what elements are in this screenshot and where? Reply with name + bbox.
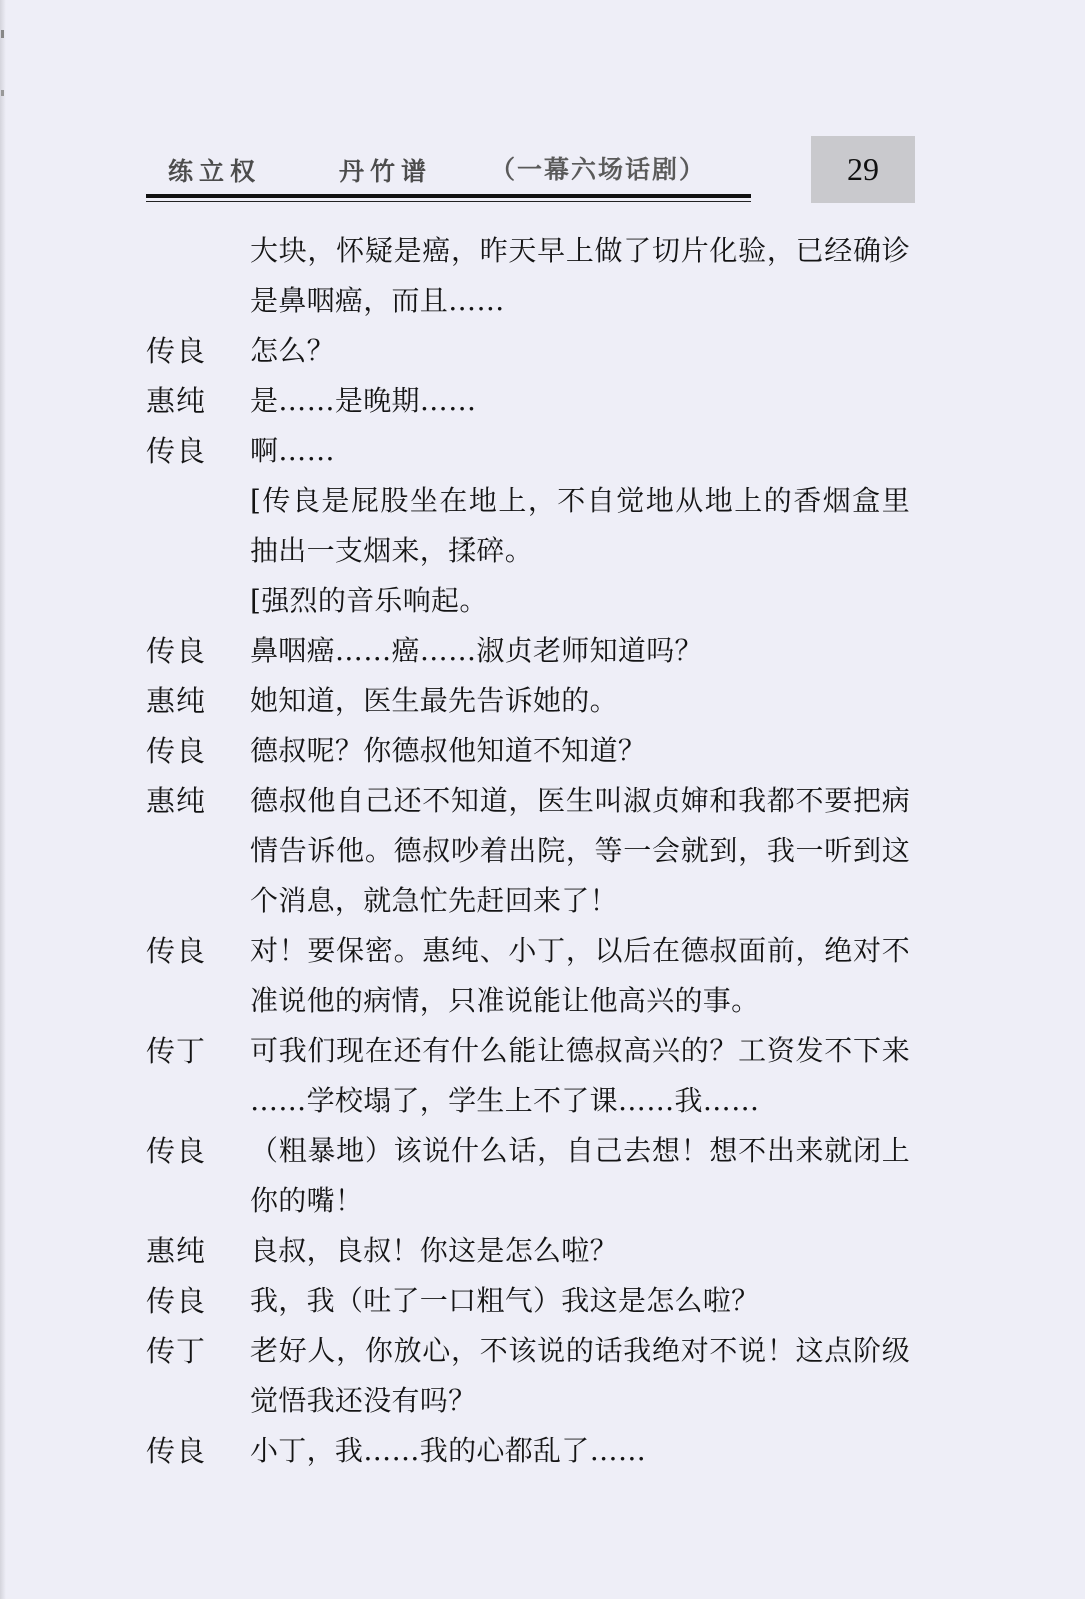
speaker-name: 传良 [146, 634, 207, 668]
speaker-name: 传良 [146, 434, 207, 468]
script-line [146, 1426, 916, 1476]
script-line [146, 226, 916, 326]
speech-text: 德叔呢？你德叔他知道不知道？ [250, 734, 647, 767]
speech-text: 可我们现在还有什么能让德叔高兴的？工资发不下来 ……学校塌了，学生上不了课……我…… [250, 1034, 910, 1117]
speech-text: 是……是晚期…… [250, 384, 477, 417]
script-line [146, 1326, 916, 1426]
header-rule-thin [146, 201, 751, 202]
script-line [146, 376, 916, 426]
speech-text: 老好人，你放心，不该说的话我绝对不说！这点阶级觉悟我还没有吗？ [250, 1334, 910, 1417]
page-number-box [811, 136, 915, 203]
script-line [146, 676, 916, 726]
script-line [146, 1226, 916, 1276]
speech-text: 啊…… [250, 434, 335, 467]
speaker-name: 传丁 [146, 1334, 207, 1368]
speech-text: 大块，怀疑是癌，昨天早上做了切片化验，已经确诊是鼻咽癌，而且…… [250, 234, 910, 317]
speaker-name: 传良 [146, 1434, 207, 1468]
running-header [146, 136, 916, 216]
speaker-name: 惠纯 [146, 384, 207, 418]
script-line [146, 426, 916, 476]
speech-text: 对！要保密。惠纯、小丁，以后在德叔面前，绝对不准说他的病情，只准说能让他高兴的事。 [250, 934, 910, 1017]
speech-text: 怎么？ [250, 334, 335, 367]
stage-direction-text: [传良是屁股坐在地上，不自觉地从地上的香烟盒里抽出一支烟来，揉碎。 [250, 484, 910, 567]
speaker-name: 传良 [146, 1284, 207, 1318]
speech-text: 小丁，我……我的心都乱了…… [250, 1434, 647, 1467]
header-subtitle: （一幕六场话剧） [490, 155, 707, 184]
stage-direction [146, 576, 916, 626]
speaker-name: 传良 [146, 334, 207, 368]
speech-text: 我，我（吐了一口粗气）我这是怎么啦？ [250, 1284, 760, 1317]
speaker-name: 惠纯 [146, 1234, 207, 1268]
header-title: 丹竹谱 [339, 157, 433, 186]
header-author: 练立权 [168, 157, 262, 186]
script-line [146, 726, 916, 776]
script-line [146, 1026, 916, 1126]
speech-text: 她知道，医生最先告诉她的。 [250, 684, 618, 717]
page-edge-shadow [0, 0, 6, 1599]
stage-direction [146, 476, 916, 576]
script-line [146, 1126, 916, 1226]
stage-direction-text: [强烈的音乐响起。 [250, 584, 488, 617]
speaker-name: 惠纯 [146, 784, 207, 818]
script-line [146, 326, 916, 376]
speech-text: （粗暴地）该说什么话，自己去想！想不出来就闭上你的嘴！ [250, 1134, 910, 1217]
script-line [146, 926, 916, 1026]
speaker-name: 传良 [146, 734, 207, 768]
speaker-name: 惠纯 [146, 684, 207, 718]
speaker-name: 传良 [146, 934, 207, 968]
script-line [146, 626, 916, 676]
script-body [146, 226, 916, 1476]
page-number: 29 [847, 151, 879, 187]
script-line [146, 1276, 916, 1326]
speech-text: 良叔，良叔！你这是怎么啦？ [250, 1234, 618, 1267]
header-rule-thick [146, 194, 751, 198]
speaker-name: 传丁 [146, 1034, 207, 1068]
script-line [146, 776, 916, 926]
speech-text: 鼻咽癌……癌……淑贞老师知道吗？ [250, 634, 703, 667]
margin-marks [1, 30, 4, 120]
speaker-name: 传良 [146, 1134, 207, 1168]
speech-text: 德叔他自己还不知道，医生叫淑贞婶和我都不要把病情告诉他。德叔吵着出院，等一会就到，我一听到这个消息，就急忙先赶回来了！ [250, 784, 910, 917]
